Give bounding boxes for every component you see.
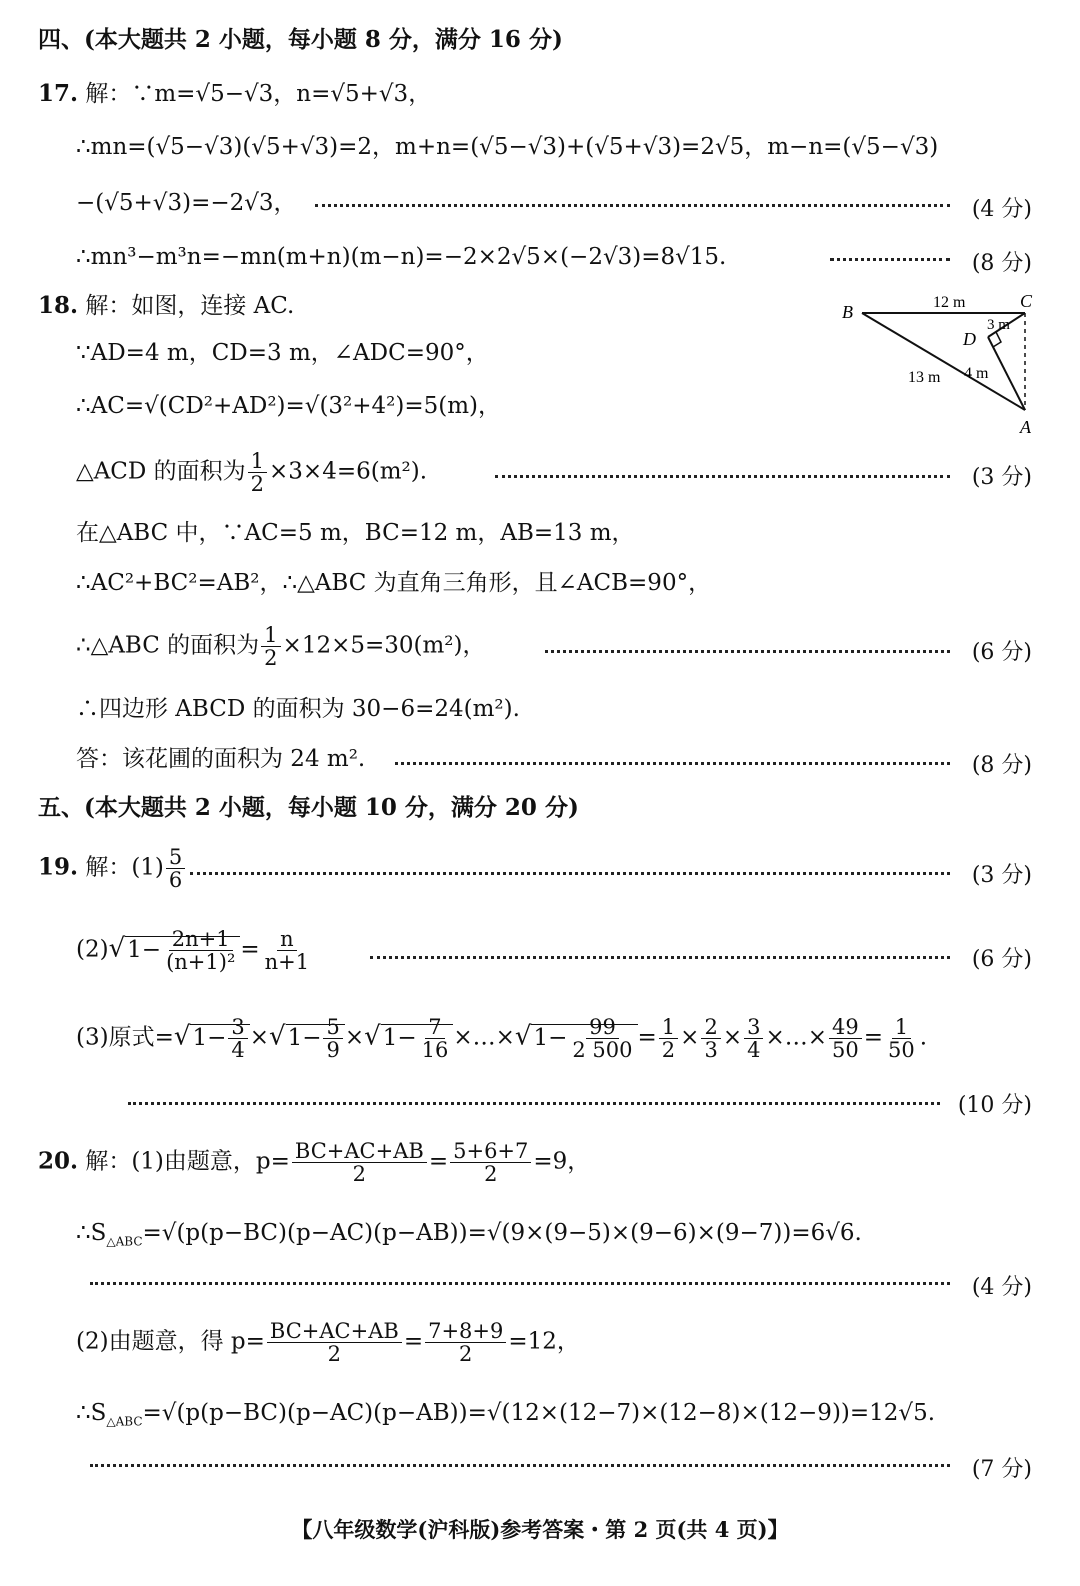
radicand: 1− $\frac{7}{16}$ xyxy=(381,1024,454,1051)
q20-text-2: =√(p(p−BC)(p−AC)(p−AB))=√(9×(9−5)×(9−6)×(9−7))=6√6. xyxy=(142,1220,862,1246)
radicand: 1− $\frac{5}{9}$ xyxy=(286,1024,345,1051)
quadrilateral-figure xyxy=(830,285,1050,440)
leader-dots xyxy=(395,762,950,765)
fraction xyxy=(163,928,238,973)
numerator: 1 xyxy=(261,624,280,647)
denominator: n+1 xyxy=(264,950,310,975)
denominator: 3 xyxy=(704,1038,718,1063)
page-footer: 【八年级数学(沪科版)参考答案・第 2 页(共 4 页)】 xyxy=(291,1517,789,1542)
score-q19-1: (3 分) xyxy=(971,863,1032,888)
denominator: 4 xyxy=(747,1038,761,1063)
q18-text-4b: ×3×4=6(m²). xyxy=(269,458,428,485)
score-q20-1: (4 分) xyxy=(971,1275,1032,1300)
denominator: 2 xyxy=(250,472,265,497)
fraction xyxy=(744,1016,763,1061)
q19-line-1 xyxy=(38,846,187,891)
denominator: 2 500 xyxy=(572,1038,633,1063)
numerator: BC+AC+AB xyxy=(267,1320,402,1343)
numerator: 5 xyxy=(323,1016,342,1039)
q20-s-subscript: △ABC xyxy=(106,1234,143,1249)
q20-text-3: (2)由题意，得 p= xyxy=(76,1328,265,1355)
radical-sign: √ xyxy=(269,1021,286,1052)
label-4m: 4 m xyxy=(964,365,989,382)
fraction-5-6 xyxy=(166,846,185,891)
leader-dots xyxy=(495,475,950,478)
q19-number: 19. xyxy=(38,853,79,881)
fraction xyxy=(262,928,312,973)
denominator: 6 xyxy=(168,868,183,893)
q20-number: 20. xyxy=(38,1147,79,1175)
numerator: 1 xyxy=(659,1016,678,1039)
q18-line-5: 在△ABC 中，∵AC=5 m，BC=12 m，AB=13 m， xyxy=(76,520,635,546)
q20-line-4 xyxy=(76,1402,935,1428)
q20-result-1: =9， xyxy=(533,1148,591,1175)
q18-line-9: 答：该花圃的面积为 24 m². xyxy=(76,746,366,772)
q18-line-4 xyxy=(76,450,427,495)
q20-result-2: =12， xyxy=(508,1328,580,1355)
denominator: 2 xyxy=(264,646,278,671)
numerator: 1 xyxy=(248,450,267,473)
denominator: 50 xyxy=(832,1038,859,1063)
q20-line-1: 20. 解：(1)由题意，p= $\frac{BC+AC+AB}{2}$ = $\frac{5+6+7}{2}$ =9， xyxy=(38,1139,591,1187)
numerator: 2 xyxy=(701,1016,720,1039)
q17-line-1 xyxy=(38,82,431,106)
q18-number: 18. xyxy=(38,292,79,319)
fraction-half xyxy=(248,450,267,495)
fraction xyxy=(425,1320,506,1365)
leader-dots xyxy=(315,204,950,207)
q20-text-4: =√(p(p−BC)(p−AC)(p−AB))=√(12×(12−7)×(12−8)×(12−9))=12√5. xyxy=(142,1400,936,1426)
q20-s-label: ∴S xyxy=(76,1400,107,1426)
denominator: (n+1)² xyxy=(166,950,236,975)
label-d: D xyxy=(963,329,976,349)
fraction xyxy=(659,1016,678,1061)
numerator: 5+6+7 xyxy=(450,1140,531,1163)
denominator: 2 xyxy=(661,1038,676,1063)
fraction xyxy=(885,1016,918,1061)
q17-text-1: 解：∵m=√5−√3，n=√5+√3， xyxy=(85,81,432,107)
q18-line-8: ∴四边形 ABCD 的面积为 30−6=24(m²). xyxy=(76,696,520,722)
q19-line-3: (3)原式=√1− $\frac{3}{4}$ ×√1− $\frac{5}{9}$ ×√1− $\frac{7}{16}$ ×…×√1− $\frac{99}{2 500}$ = $\frac{1}{2}$ × $\frac{2}{3}$ × $\frac{3}{4}$ ×…× $\frac{49}{50}$ = $\frac{1}{50}$ . xyxy=(76,1015,928,1063)
q19-text-1: 解：(1) xyxy=(85,854,164,881)
radical-sign: √ xyxy=(514,1021,532,1052)
leader-dots xyxy=(190,872,950,875)
radicand: 1− $\frac{99}{2 500}$ xyxy=(531,1024,637,1051)
q17-line-2: ∴mn=(√5−√3)(√5+√3)=2，m+n=(√5−√3)+(√5+√3)=2√5，m−n=(√5−√3) xyxy=(76,134,939,160)
radicand: 1− $\frac{2n+1}{\text{(n+1)²}}$ xyxy=(125,936,240,963)
denominator: 2 xyxy=(459,1342,473,1367)
denominator: 9 xyxy=(326,1038,340,1063)
numerator: 3 xyxy=(744,1016,763,1039)
numerator: 49 xyxy=(829,1016,862,1039)
numerator: BC+AC+AB xyxy=(292,1140,427,1163)
score-q17-2: (8 分) xyxy=(971,251,1032,276)
denominator: 2 xyxy=(484,1162,498,1187)
fraction xyxy=(829,1016,862,1061)
label-b: B xyxy=(842,302,853,322)
leader-dots xyxy=(90,1464,950,1467)
fraction xyxy=(450,1140,531,1185)
score-q19-2: (6 分) xyxy=(971,947,1032,972)
numerator: 7+8+9 xyxy=(425,1320,506,1343)
denominator: 50 xyxy=(888,1038,915,1063)
q20-line-2 xyxy=(76,1222,862,1248)
radical-sign: √ xyxy=(173,1021,191,1052)
fraction xyxy=(419,1016,452,1061)
q19-text-3: (3)原式= xyxy=(76,1024,174,1051)
label-12m: 12 m xyxy=(933,294,966,311)
denominator: 2 xyxy=(327,1342,342,1367)
denominator: 16 xyxy=(421,1038,449,1063)
q20-line-3: (2)由题意，得 p= $\frac{BC+AC+AB}{2}$ = $\frac{7+8+9}{2}$ =12， xyxy=(76,1319,580,1367)
score-q20-2: (7 分) xyxy=(971,1457,1032,1482)
leader-dots xyxy=(90,1282,950,1285)
numerator: 5 xyxy=(166,846,185,869)
q18-line-1 xyxy=(38,294,294,318)
q18-line-6: ∴AC²+BC²=AB²，∴△ABC 为直角三角形，且∠ACB=90°， xyxy=(76,570,712,596)
q19-line-2: (2)√1− $\frac{2n+1}{\text{(n+1)²}}$ = $\frac{n}{n+1}$ xyxy=(76,928,314,973)
section-four-header: 四、(本大题共 2 小题，每小题 8 分，满分 16 分) xyxy=(38,26,563,53)
leader-dots xyxy=(830,258,950,261)
leader-dots xyxy=(128,1102,940,1105)
denominator: 2 xyxy=(352,1162,367,1187)
radical-sign: √ xyxy=(108,933,126,964)
q18-text-1: 解：如图，连接 AC. xyxy=(85,293,295,319)
numerator: n xyxy=(277,928,297,951)
q20-text-1: 解：(1)由题意，p= xyxy=(85,1148,290,1175)
numerator: 1 xyxy=(892,1016,911,1039)
q18-text-4a: △ACD 的面积为 xyxy=(76,458,246,485)
score-q18-2: (6 分) xyxy=(971,640,1032,665)
numerator: 3 xyxy=(228,1016,247,1039)
q20-s-label: ∴S xyxy=(76,1220,107,1246)
label-c: C xyxy=(1020,291,1033,311)
q20-s-subscript: △ABC xyxy=(106,1414,143,1429)
numerator: 7 xyxy=(425,1016,444,1039)
q18-line-2: ∵AD=4 m，CD=3 m，∠ADC=90°， xyxy=(76,340,489,366)
q17-number: 17. xyxy=(38,80,79,107)
q18-line-7 xyxy=(76,624,486,669)
fraction-half xyxy=(261,624,280,669)
q18-line-3: ∴AC=√(CD²+AD²)=√(3²+4²)=5(m)， xyxy=(76,393,502,419)
score-q17-1: (4 分) xyxy=(971,197,1032,222)
q18-text-7a: ∴△ABC 的面积为 xyxy=(76,632,260,659)
score-q18-3: (8 分) xyxy=(971,753,1032,778)
label-a: A xyxy=(1020,417,1031,437)
q18-text-7b: ×12×5=30(m²)， xyxy=(282,632,486,659)
score-q19-3: (10 分) xyxy=(957,1093,1032,1118)
fraction xyxy=(228,1016,247,1061)
q17-line-4: ∴mn³−m³n=−mn(m+n)(m−n)=−2×2√5×(−2√3)=8√15. xyxy=(76,244,727,270)
fraction xyxy=(701,1016,720,1061)
leader-dots xyxy=(545,650,950,653)
q19-text-2: (2) xyxy=(76,936,109,963)
radical-sign: √ xyxy=(364,1021,381,1052)
q17-line-3: −(√5+√3)=−2√3， xyxy=(76,190,297,216)
leader-dots xyxy=(370,956,950,959)
section-five-header: 五、(本大题共 2 小题，每小题 10 分，满分 20 分) xyxy=(38,794,579,821)
fraction xyxy=(569,1016,635,1061)
denominator: 4 xyxy=(231,1038,245,1063)
fraction xyxy=(292,1140,427,1185)
numerator: 99 xyxy=(586,1016,619,1039)
label-3m: 3 m xyxy=(987,317,1010,333)
right-angle-mark xyxy=(993,332,1001,347)
label-13m: 13 m xyxy=(908,369,941,386)
numerator: 2n+1 xyxy=(169,928,233,951)
radicand: 1− $\frac{3}{4}$ xyxy=(190,1024,249,1051)
fraction xyxy=(267,1320,402,1365)
score-q18-1: (3 分) xyxy=(971,465,1032,490)
fraction xyxy=(323,1016,342,1061)
